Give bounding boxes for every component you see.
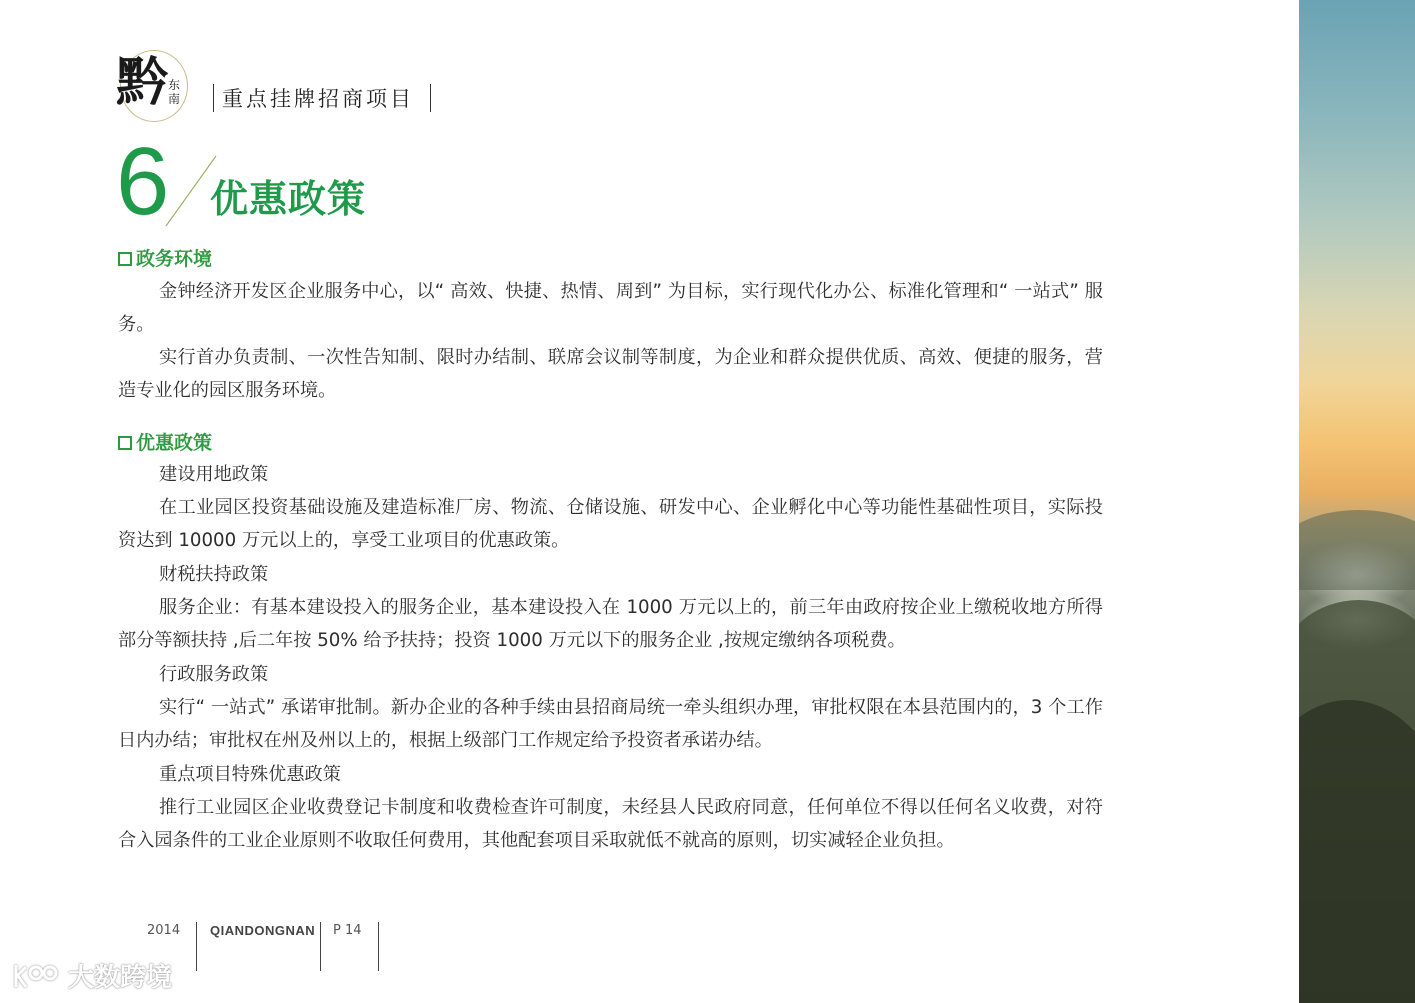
policy-title: 财税扶持政策 bbox=[159, 564, 269, 585]
footer-divider bbox=[196, 922, 197, 971]
footer-year: 2014 bbox=[147, 923, 181, 938]
footer-divider bbox=[320, 922, 321, 971]
header-divider-left bbox=[213, 84, 214, 112]
policy-title: 建设用地政策 bbox=[159, 464, 269, 485]
landscape-photo bbox=[1299, 0, 1415, 1003]
k100-logo-icon bbox=[12, 961, 60, 991]
section-heading-text: 政务环境 bbox=[136, 248, 213, 270]
section-heading-text: 优惠政策 bbox=[136, 432, 213, 454]
paragraph: 金钟经济开发区企业服务中心，以“ 高效、快捷、热情、周到” 为目标，实行现代化办公、标准化管理和“ 一站式” 服务。 bbox=[118, 281, 1103, 336]
policy-title: 重点项目特殊优惠政策 bbox=[159, 764, 341, 785]
footer-divider bbox=[378, 922, 379, 971]
paragraph: 实行首办负责制、一次性告知制、限时办结制、联席会议制等制度，为企业和群众提供优质、高效、便捷的服务，营造专业化的园区服务环境。 bbox=[118, 347, 1103, 402]
policy-text: 服务企业：有基本建设投入的服务企业，基本建设投入在 1000 万元以上的，前三年由政府按企业上缴税收地方所得部分等额扶持 ,后二年按 50% 给予扶持；投资 1000 万元以下的服务企业 ,按规定缴纳各项税费。 bbox=[118, 597, 1103, 652]
checkbox-square-icon bbox=[118, 436, 132, 450]
watermark bbox=[12, 957, 172, 994]
watermark-text: 大数跨境 bbox=[68, 963, 173, 993]
qiandongnan-logo bbox=[116, 48, 194, 126]
policy-title: 行政服务政策 bbox=[159, 664, 269, 685]
header-divider-right bbox=[430, 84, 431, 112]
policy-text: 在工业园区投资基础设施及建造标准厂房、物流、仓储设施、研发中心、企业孵化中心等功能性基础性项目，实际投资达到 10000 万元以上的，享受工业项目的优惠政策。 bbox=[118, 497, 1103, 552]
policy-text: 实行“ 一站式” 承诺审批制。新办企业的各种手续由县招商局统一牵头组织办理，审批权限在本县范围内的，3 个工作日内办结；审批权在州及州以上的，根据上级部门工作规定给予投资者承诺办结。 bbox=[118, 697, 1103, 752]
section-heading-preferential-policies bbox=[118, 430, 212, 456]
checkbox-square-icon bbox=[118, 252, 132, 266]
logo-main-character: 黔 bbox=[116, 52, 169, 113]
section-heading-government-environment bbox=[118, 246, 212, 272]
footer-brand: QIANDONGNAN bbox=[210, 923, 316, 938]
footer-page-number: P 14 bbox=[333, 923, 362, 938]
header-title: 重点挂牌招商项目 bbox=[222, 87, 414, 111]
chapter-title: 优惠政策 bbox=[210, 177, 367, 221]
logo-sub-characters: 东南 bbox=[168, 78, 181, 106]
chapter-number: 6 bbox=[116, 128, 170, 235]
policy-text: 推行工业园区企业收费登记卡制度和收费检查许可制度，未经县人民政府同意，任何单位不得以任何名义收费，对符合入园条件的工业企业原则不收取任何费用，其他配套项目采取就低不就高的原则，切实减轻企业负担。 bbox=[118, 797, 1103, 852]
